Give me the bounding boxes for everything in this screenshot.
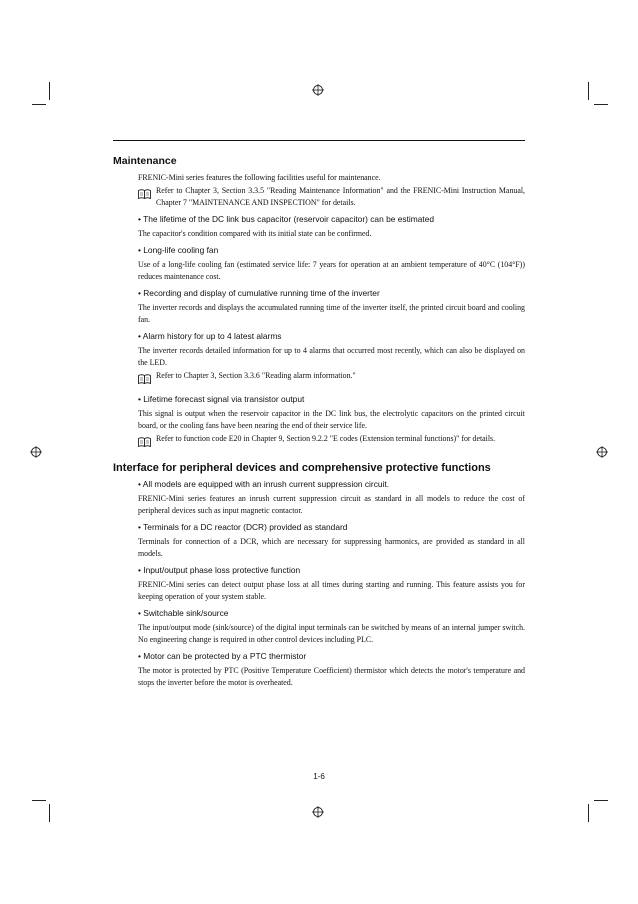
crop-mark: [32, 104, 46, 105]
feature-text: Use of a long-life cooling fan (estimated service life: 7 years for operation at an ambient temperature of 40°C (104°F)) reduces maintenance cost.: [138, 260, 525, 281]
registration-mark-icon: [30, 446, 42, 458]
page-number: 1-6: [313, 772, 325, 781]
feature-text: This signal is output when the reservoir capacitor in the DC link bus, the electrolytic capacitors on the printed circuit board, or the cooling fans have been nearing the end of their service life.: [138, 409, 525, 430]
feature-bullet: • Motor can be protected by a PTC thermistor: [138, 651, 307, 661]
reference-text: Refer to Chapter 3, Section 3.3.6 "Reading alarm information.": [156, 371, 356, 380]
feature-text: Terminals for connection of a DCR, which are necessary for suppressing harmonics, are provided as standard in all models.: [138, 537, 525, 558]
reference-note: [138, 370, 525, 389]
book-icon: [138, 185, 156, 209]
crop-mark: [32, 800, 46, 801]
feature-text: The inverter records and displays the accumulated running time of the inverter itself, the printed circuit board and cooling fan.: [138, 303, 525, 324]
crop-mark: [594, 800, 608, 801]
feature-bullet: • Input/output phase loss protective function: [138, 565, 301, 575]
reference-text: Refer to function code E20 in Chapter 9, Section 9.2.2 "E codes (Extension terminal functions)" for details.: [156, 434, 496, 443]
top-rule: [113, 140, 525, 141]
feature-bullet: • Switchable sink/source: [138, 608, 229, 618]
feature-bullet: • Recording and display of cumulative running time of the inverter: [138, 288, 380, 298]
feature-text: The capacitor's condition compared with its initial state can be confirmed.: [138, 229, 372, 238]
feature-bullet: • Alarm history for up to 4 latest alarms: [138, 331, 282, 341]
registration-mark-icon: [312, 84, 324, 96]
feature-bullet: • All models are equipped with an inrush current suppression circuit.: [138, 479, 390, 489]
reference-note: [138, 185, 525, 209]
feature-bullet: • Long-life cooling fan: [138, 245, 219, 255]
crop-mark: [49, 804, 50, 822]
feature-bullet: • The lifetime of the DC link bus capacitor (reservoir capacitor) can be estimated: [138, 214, 435, 224]
reference-text: Refer to Chapter 3, Section 3.3.5 "Reading Maintenance Information" and the FRENIC-Mini Instruction Manual, Chapter 7 "MAINTENANCE AND INSPECTION" for details.: [156, 186, 525, 207]
maintenance-intro: FRENIC-Mini series features the following facilities useful for maintenance.: [138, 173, 381, 182]
feature-bullet: • Lifetime forecast signal via transistor output: [138, 394, 305, 404]
interface-section: [138, 479, 525, 689]
maintenance-heading: Maintenance: [113, 155, 177, 167]
crop-mark: [49, 82, 50, 100]
feature-text: The inverter records detailed information for up to 4 alarms that occurred most recently, which can also be displayed on the LED.: [138, 346, 525, 367]
book-icon: [138, 433, 156, 452]
reference-note: [138, 433, 525, 452]
crop-mark: [594, 104, 608, 105]
page-content: [113, 140, 525, 689]
feature-text: FRENIC-Mini series features an inrush current suppression circuit as standard in all models to reduce the cost of peripheral devices such as input magnetic contactor.: [138, 494, 525, 515]
registration-mark-icon: [312, 806, 324, 818]
maintenance-section: [138, 172, 525, 452]
feature-text: FRENIC-Mini series can detect output phase loss at all times during starting and running. This feature assists you for keeping operation of your system stable.: [138, 580, 525, 601]
interface-heading: Interface for peripheral devices and comprehensive protective functions: [113, 462, 491, 474]
book-icon: [138, 370, 156, 389]
crop-mark: [588, 82, 589, 100]
registration-mark-icon: [596, 446, 608, 458]
crop-mark: [588, 804, 589, 822]
feature-text: The input/output mode (sink/source) of the digital input terminals can be switched by means of an internal jumper switch. No engineering change is required in other control devices including PLC.: [138, 623, 525, 644]
feature-bullet: • Terminals for a DC reactor (DCR) provided as standard: [138, 522, 348, 532]
feature-text: The motor is protected by PTC (Positive Temperature Coefficient) thermistor which detects the motor's temperature and stops the inverter before the motor is overheated.: [138, 666, 525, 687]
